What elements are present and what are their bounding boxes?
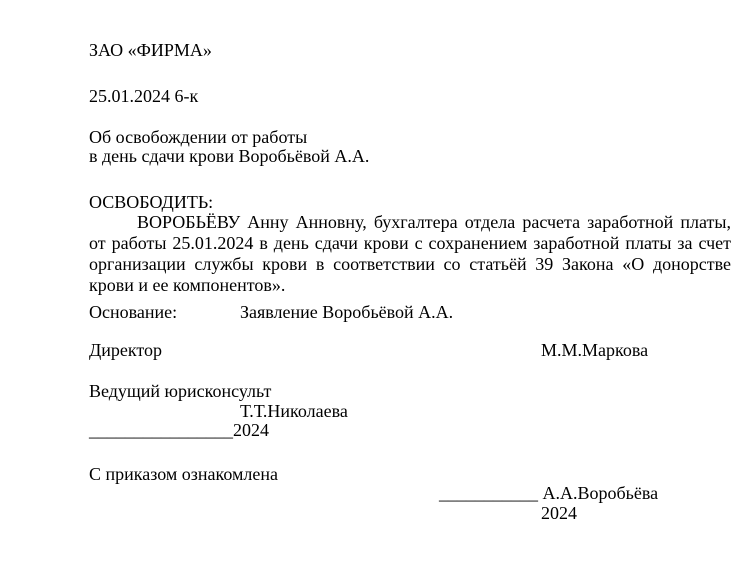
director-title: Директор [89, 340, 163, 360]
basis-label: Основание: [89, 302, 178, 322]
counsel-title: Ведущий юрисконсульт [89, 381, 272, 401]
counsel-signature-line [89, 420, 269, 440]
basis-value: Заявление Воробьёвой А.А. [240, 302, 454, 322]
employee-underline: ___________ [439, 483, 538, 503]
employee-year: 2024 [541, 503, 577, 523]
company-name: ЗАО «ФИРМА» [89, 40, 212, 60]
order-subject-line-1: Об освобождении от работы [89, 127, 308, 147]
order-body [89, 212, 731, 296]
order-body-text: ВОРОБЬЁВУ Анну Анновну, бухгалтера отдела расчета заработной платы, от работы 25.01.2024 в день сдачи крови с сохранением заработной платы за счет организации службы крови в соответствии со статьёй 39 Закона «О донорстве крови и ее компонентов». [89, 212, 731, 295]
order-subject-line-2: в день сдачи крови Воробьёвой А.А. [89, 146, 370, 166]
employee-signature-line [439, 483, 658, 503]
order-directive: ОСВОБОДИТЬ: [89, 192, 214, 212]
employee-name: А.А.Воробьёва [542, 483, 659, 503]
counsel-year: 2024 [233, 420, 269, 440]
counsel-name: Т.Т.Николаева [240, 401, 348, 421]
counsel-underline: ________________ [89, 420, 233, 440]
acquainted-label: С приказом ознакомлена [89, 464, 278, 484]
order-date-number: 25.01.2024 6-к [89, 86, 199, 106]
director-name: М.М.Маркова [541, 340, 649, 360]
